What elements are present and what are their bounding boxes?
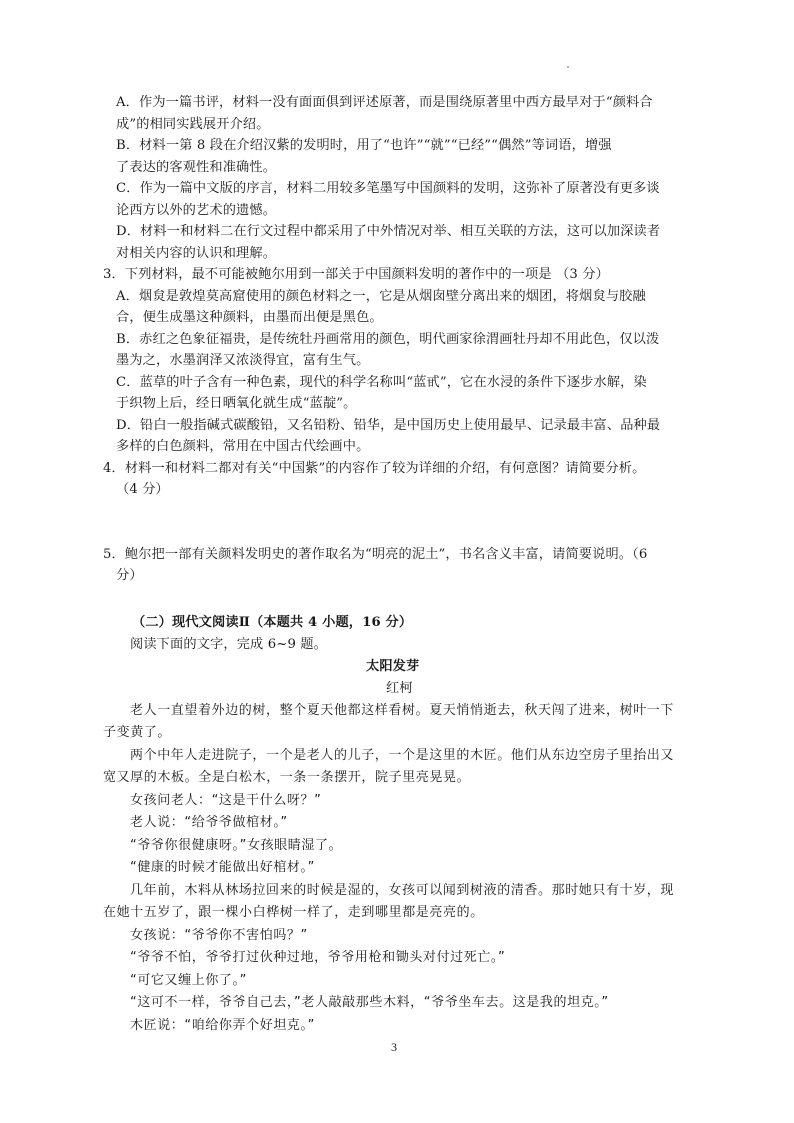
- option-b-line-1: B．材料一第 8 段在介绍汉紫的发明时，用了“也许”“就”“已经”“偶然”等词语，增强: [116, 138, 612, 153]
- q3-option-c-line-1: C．蓝草的叶子含有一种色素，现代的科学名称叫“蓝甙”，它在水浸的条件下逐步水解，染: [116, 375, 647, 390]
- option-a-line-2: 成”的相同实践展开介绍。: [116, 117, 270, 132]
- question-4-line-2: （4 分）: [116, 482, 169, 497]
- option-b-line-2: 了表达的客观性和准确性。: [116, 160, 277, 175]
- q3-option-c-line-2: 于织物上后，经日晒氧化就生成“蓝靛”。: [116, 396, 357, 411]
- option-a-line-1: A．作为一篇书评，材料一没有面面俱到评述原著，而是围绕原著里中西方最早对于“颜料合: [116, 95, 653, 110]
- paragraph-7-line-1: 几年前，木料从林场拉回来的时候是湿的，女孩可以闻到树液的清香。那时她只有十岁，现: [130, 883, 675, 898]
- paragraph-8: 女孩说：“爷爷你不害怕吗？”: [130, 928, 308, 943]
- option-d-line-1: D．材料一和材料二在行文过程中都采用了中外情况对举、相互关联的方法，这可以加深读者: [116, 224, 661, 239]
- paragraph-1-line-2: 子变黄了。: [103, 725, 172, 740]
- paragraph-2-line-1: 两个中年人走进院子，一个是老人的儿子，一个是这里的木匠。他们从东边空房子里抬出又: [130, 748, 675, 763]
- paragraph-11: “这可不一样，爷爷自己去，”老人敲敲那些木料，“爷爷坐车去。这是我的坦克。”: [130, 995, 609, 1010]
- paragraph-6: “健康的时候才能做出好棺材。”: [130, 860, 315, 875]
- paragraph-3: 女孩问老人：“这是干什么呀？”: [130, 793, 322, 808]
- paragraph-12: 木匠说：“咱给你弄个好坦克。”: [130, 1018, 315, 1033]
- paragraph-7-line-2: 在她十五岁了，跟一棵小白桦树一样了，走到哪里都是亮亮的。: [103, 905, 484, 920]
- paragraph-1-line-1: 老人一直望着外边的树，整个夏天他都这样看树。夏天悄悄逝去，秋天闯了进来，树叶一下: [130, 703, 675, 718]
- q3-option-b-line-1: B．赤红之色象征福贵，是传统牡丹画常用的颜色，明代画家徐渭画牡丹却不用此色，仅以泼: [116, 332, 660, 347]
- section-heading: （二）现代文阅读Ⅱ（本题共 4 小题，16 分）: [132, 615, 413, 630]
- q3-option-d-line-1: D．铅白一般指碱式碳酸铅，又名铅粉、铅华，是中国历史上使用最早、记录最丰富、品种最: [116, 418, 661, 433]
- question-4-line-1: 4．材料一和材料二都对有关“中国紫”的内容作了较为详细的介绍，有何意图？请简要分析。: [103, 461, 646, 476]
- question-3-stem: 3．下列材料，最不可能被鲍尔用到一部关于中国颜料发明的著作中的一项是 （3 分）: [103, 267, 609, 282]
- paragraph-10: “可它又缠上你了。”: [130, 973, 247, 988]
- question-5-line-2: 分）: [116, 568, 143, 583]
- paragraph-9: “爷爷不怕，爷爷打过伙种过地，爷爷用枪和锄头对付过死亡。”: [130, 950, 506, 965]
- story-title: 太阳发芽: [366, 659, 420, 674]
- paragraph-4: 老人说：“给爷爷做棺材。”: [130, 815, 288, 830]
- paragraph-5: “爷爷你很健康呀。”女孩眼睛湿了。: [130, 838, 343, 853]
- q3-option-d-line-2: 多样的白色颜料，常用在中国古代绘画中。: [116, 439, 370, 454]
- paragraph-2-line-2: 宽又厚的木板。全是白松木，一条一条摆开，院子里亮晃晃。: [103, 770, 471, 785]
- option-d-line-2: 对相关内容的认识和理解。: [116, 246, 277, 261]
- question-5-line-1: 5．鲍尔把一部有关颜料发明史的著作取名为“明亮的泥土”，书名含义丰富，请简要说明。（6: [103, 547, 648, 562]
- option-c-line-2: 论西方以外的艺术的遗憾。: [116, 203, 277, 218]
- story-author: 红柯: [386, 681, 413, 696]
- q3-option-b-line-2: 墨为之，水墨润泽又浓淡得宜，富有生气。: [116, 353, 370, 368]
- q3-option-a-line-1: A．烟炱是敦煌莫高窟使用的颜色材料之一，它是从烟囱壁分离出来的烟团，将烟炱与胶融: [116, 289, 646, 304]
- q3-option-a-line-2: 合，便生成墨这种颜料，由墨而出便是黑色。: [116, 310, 383, 325]
- option-c-line-1: C．作为一篇中文版的序言，材料二用较多笔墨写中国颜料的发明，这弥补了原著没有更多谈: [116, 181, 660, 196]
- scan-dot: [567, 66, 569, 68]
- section-instruction: 阅读下面的文字，完成 6~9 题。: [130, 637, 328, 652]
- page-number: 3: [391, 1040, 397, 1054]
